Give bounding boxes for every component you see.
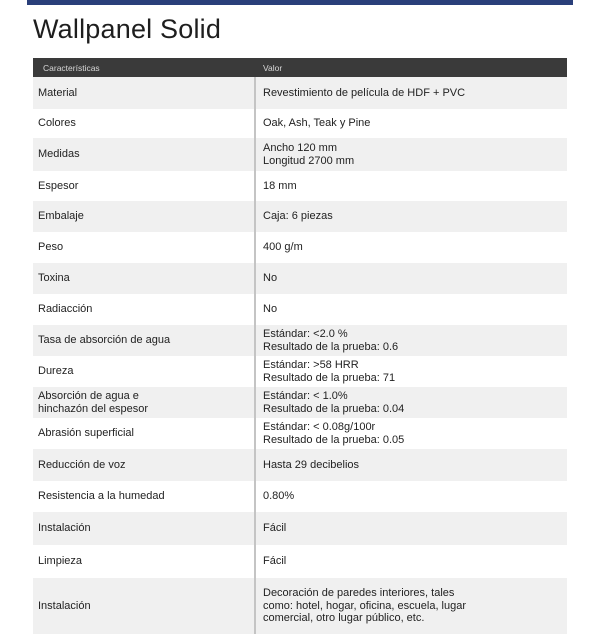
spec-value-line: 18 mm (263, 179, 297, 192)
spec-label (33, 77, 255, 109)
spec-label (33, 545, 255, 578)
spec-label (33, 294, 255, 325)
table-row (33, 171, 567, 201)
spec-label-line: Colores (38, 117, 76, 130)
spec-value-line: Fácil (263, 522, 287, 535)
spec-label (33, 387, 255, 418)
top-accent-bar (27, 0, 573, 5)
spec-value (255, 294, 567, 325)
spec-value-line: Estándar: >58 HRR (263, 359, 359, 371)
spec-label (33, 578, 255, 634)
spec-label-line: Medidas (38, 148, 80, 161)
spec-value-line: Decoración de paredes interiores, tales (263, 587, 455, 600)
spec-value-line: comercial, otro lugar público, etc. (263, 612, 425, 625)
header-caracteristicas: Características (33, 58, 255, 77)
table-row (33, 201, 567, 232)
spec-label (33, 481, 255, 512)
spec-value-line: Resultado de la prueba: 0.04 (263, 402, 405, 415)
table-row (33, 325, 567, 356)
spec-label-line: Toxina (38, 272, 70, 285)
spec-value-line: Ancho 120 mm (263, 142, 337, 154)
spec-value-line: Longitud 2700 mm (263, 154, 355, 167)
spec-label (33, 356, 255, 387)
table-row (33, 418, 567, 449)
spec-value (255, 232, 567, 263)
specifications-table (33, 58, 567, 634)
spec-label-line: Embalaje (38, 210, 84, 223)
spec-label-line: Tasa de absorción de agua (38, 334, 171, 347)
table-row (33, 387, 567, 418)
table-row (33, 232, 567, 263)
spec-label-line: Instalación (38, 522, 91, 535)
table-body (33, 77, 567, 634)
spec-value-line: Resultado de la prueba: 71 (263, 371, 396, 384)
table-row (33, 545, 567, 578)
spec-label (33, 263, 255, 294)
spec-label (33, 512, 255, 545)
spec-label (33, 232, 255, 263)
table-row (33, 77, 567, 109)
spec-value-line: Hasta 29 decibelios (263, 458, 360, 471)
spec-label-line: hinchazón del espesor (38, 402, 149, 415)
table-row (33, 481, 567, 512)
spec-value-line: Resultado de la prueba: 0.6 (263, 340, 399, 353)
spec-value (255, 418, 567, 449)
spec-label-line: Instalación (38, 599, 91, 612)
spec-value (255, 201, 567, 232)
spec-label-line: Peso (38, 241, 64, 254)
spec-value-line: Estándar: <2.0 % (263, 328, 348, 340)
spec-label (33, 325, 255, 356)
table-row (33, 449, 567, 481)
table-row (33, 578, 567, 634)
spec-value-line: 0.80% (263, 490, 295, 503)
table-row (33, 294, 567, 325)
spec-value-line: Resultado de la prueba: 0.05 (263, 433, 405, 446)
spec-label-line: Radiacción (38, 303, 93, 316)
page-title: Wallpanel Solid (33, 14, 222, 44)
spec-value-line: 400 g/m (263, 241, 303, 254)
spec-value-line: Oak, Ash, Teak y Pine (263, 117, 371, 130)
spec-value-line: Estándar: < 0.08g/100r (263, 421, 376, 433)
spec-value (255, 578, 567, 634)
spec-label-line: Resistencia a la humedad (38, 490, 165, 503)
spec-label (33, 418, 255, 449)
header-valor: Valor (255, 58, 567, 77)
spec-value (255, 138, 567, 171)
spec-value (255, 77, 567, 109)
table-row (33, 109, 567, 138)
spec-value-line: Fácil (263, 555, 287, 568)
spec-label (33, 171, 255, 201)
spec-value-line: Revestimiento de película de HDF + PVC (263, 86, 466, 99)
spec-value (255, 387, 567, 418)
spec-label-line: Material (38, 86, 78, 99)
spec-label-line: Abrasión superficial (38, 427, 134, 440)
spec-label (33, 109, 255, 138)
spec-label-line: Reducción de voz (38, 458, 126, 471)
spec-value (255, 325, 567, 356)
spec-value-line: como: hotel, hogar, oficina, escuela, lugar (263, 599, 467, 612)
spec-label-line: Limpieza (38, 555, 83, 568)
table-row (33, 356, 567, 387)
table-header-row (33, 58, 567, 77)
spec-value (255, 109, 567, 138)
spec-value (255, 449, 567, 481)
table-row (33, 138, 567, 171)
table-row (33, 263, 567, 294)
spec-value (255, 171, 567, 201)
table-row (33, 512, 567, 545)
spec-label-line: Espesor (38, 179, 79, 192)
spec-value-line: Estándar: < 1.0% (263, 390, 348, 402)
spec-value-line: Caja: 6 piezas (263, 210, 333, 223)
spec-value (255, 512, 567, 545)
spec-value-line: No (263, 303, 278, 316)
spec-value (255, 356, 567, 387)
spec-value (255, 545, 567, 578)
spec-label-line: Dureza (38, 365, 74, 378)
spec-value (255, 481, 567, 512)
spec-label-line: Absorción de agua e (38, 390, 139, 402)
spec-value-line: No (263, 272, 278, 285)
spec-label (33, 138, 255, 171)
spec-label (33, 201, 255, 232)
spec-label (33, 449, 255, 481)
spec-value (255, 263, 567, 294)
